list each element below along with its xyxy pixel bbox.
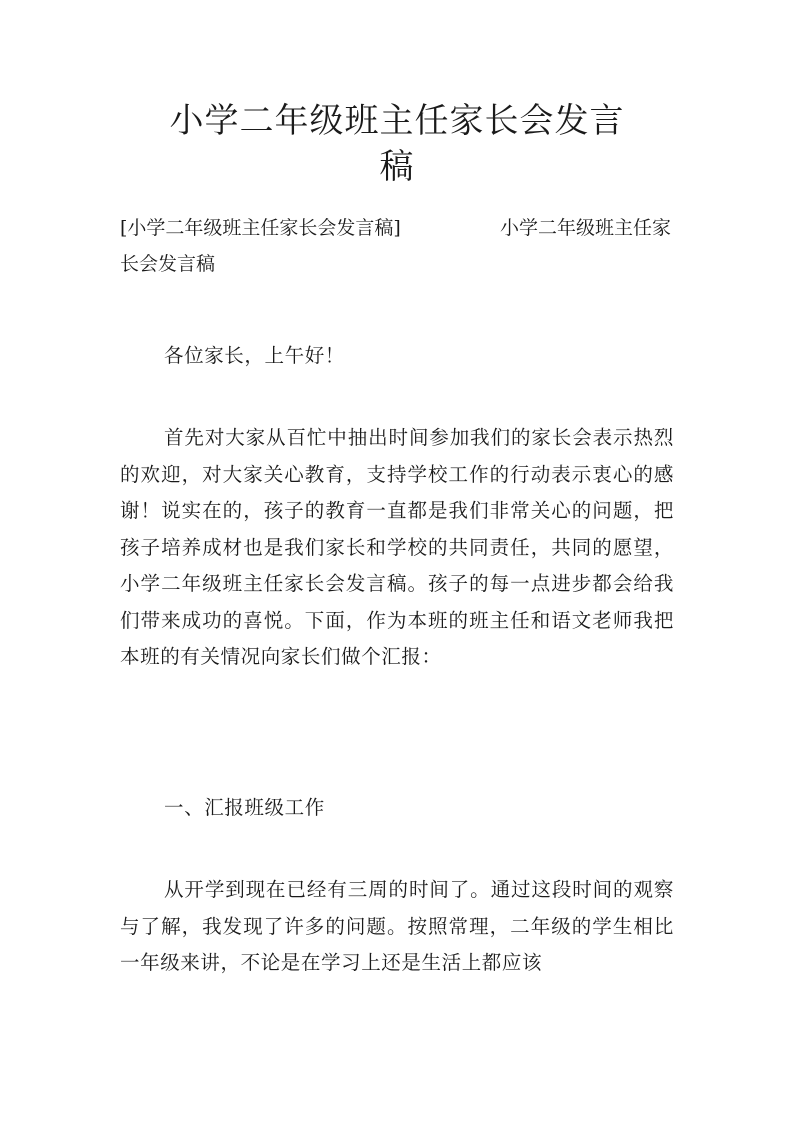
subheading — [120, 210, 674, 282]
title-line-2: 稿 — [379, 147, 415, 187]
body-paragraph: 从开学到现在已经有三周的时间了。通过这段时间的观察与了解，我发现了许多的问题。按照常理，二年级的学生相比一年级来讲，不论是在学习上还是生活上都应该 — [120, 878, 674, 974]
subheading-text: 小学二年级班主任家长会发言稿 — [120, 217, 672, 275]
section-heading: 一、汇报班级工作 — [164, 796, 325, 819]
intro-paragraph: 首先对大家从百忙中抽出时间参加我们的家长会表示热烈的欢迎，对大家关心教育，支持学校工作的行动表示衷心的感谢！说实在的，孩子的教育一直都是我们非常关心的问题，把孩子培养成材也是我们家长和学校的共同责任，共同的愿望，小学二年级班主任家长会发言稿。孩子的每一点进步都会给我们带来成功的喜悦。下面，作为本班的班主任和语文老师我把本班的有关情况向家长们做个汇报： — [120, 426, 674, 668]
greeting-paragraph: 各位家长，上午好！ — [164, 344, 345, 367]
subheading-tag: [小学二年级班主任家长会发言稿] — [120, 217, 401, 239]
document-title — [120, 98, 674, 190]
title-line-1: 小学二年级班主任家长会发言 — [169, 101, 625, 141]
